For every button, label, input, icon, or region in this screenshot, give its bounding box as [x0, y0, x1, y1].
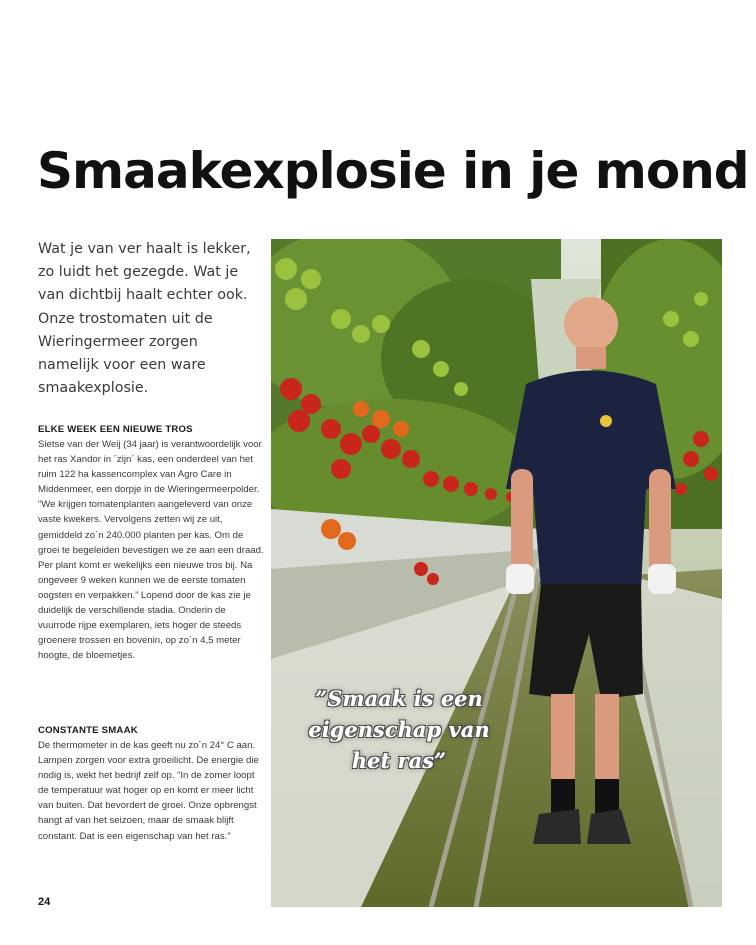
section-constant-taste	[38, 725, 266, 844]
section-body: Sietse van der Weij (34 jaar) is verantwoordelijk voor het ras Xandor in ´zijn´ kas, een onderdeel van het ruim 122 ha kassencomplex van Agro Care in Middenmeer, een dorpje in de Wieringermeerpolder. “We krijgen tomatenplanten aangeleverd van onze vaste kwekers. Vervolgens zetten wij ze uit, gemiddeld zo´n 240.000 planten per kas. Om de groei te begeleiden bevestigen we ze aan een draad. Per plant komt er wekelijks een nieuwe tros bij. Na ongeveer 9 weken kunnen we de eerste tomaten oogsten en verpakken.” Lopend door de kas zie je duidelijk de verschillende stadia. Onderin de vuurrode rijpe exemplaren, iets hoger de steeds groenere trossen en bovenin, op zo´n 4,5 meter hoogte, de bloemetjes.	[38, 439, 264, 662]
section-weekly-truss	[38, 424, 266, 663]
intro-paragraph: Wat je van ver haalt is lekker, zo luidt het gezegde. Wat je van dichtbij haalt echter ook. Onze trostomaten uit de Wieringermeer zorgen namelijk voor een ware smaakexplosie.	[38, 241, 251, 397]
section-heading: CONSTANTE SMAAK	[38, 725, 138, 736]
pull-quote: ”Smaak is een eigenschap van het ras”	[308, 686, 490, 773]
greenhouse-photo	[271, 239, 722, 907]
section-body: De thermometer in de kas geeft nu zo´n 24° C aan. Lampen zorgen voor extra groeilicht. De energie die nodig is, wekt het bedrijf zelf op. “In de zomer loopt de temperatuur wat hoger op en komt er meer licht van buiten. Dat bevordert de groei. Onze opbrengst hangt af van het seizoen, maar de smaak blijft constant. Dat is een eigenschap van het ras.”	[38, 740, 259, 842]
section-heading: ELKE WEEK EEN NIEUWE TROS	[38, 424, 193, 435]
page-headline: Smaakexplosie in je mond	[37, 142, 749, 200]
page-number: 24	[38, 896, 51, 908]
